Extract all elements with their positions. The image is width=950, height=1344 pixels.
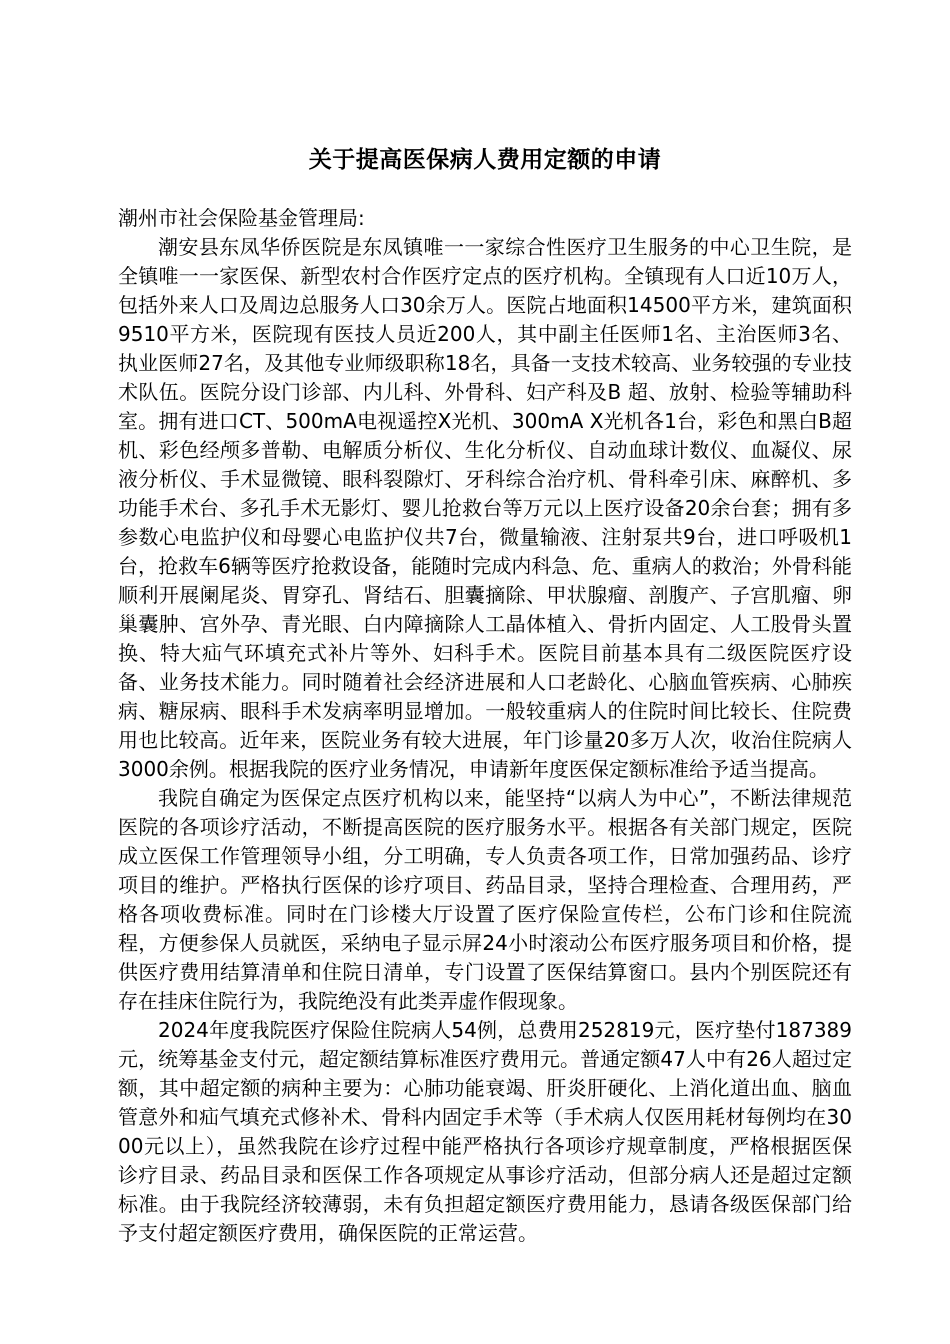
paragraph-3: 2024年度我院医疗保险住院病人54例，总费用252819元，医疗垫付187389元，统筹基金支付元，超定额结算标准医疗费用元。普通定额47人中有26人超过定额，其中超定额的病种主要为：心肺功能衰竭、肝炎肝硬化、上消化道出血、脑血管意外和疝气填充式修补术、骨科内固定手术等（手术病人仅医用耗材每例均在3000元以上），虽然我院在诊疗过程中能严格执行各项诊疗规章制度，严格根据医保诊疗目录、药品目录和医保工作各项规定从事诊疗活动，但部分病人还是超过定额标准。由于我院经济较薄弱，未有负担超定额医疗费用能力，恳请各级医保部门给予支付超定额医疗费用，确保医院的正常运营。 [118, 1018, 852, 1245]
document-page [118, 140, 852, 1248]
document-title: 关于提高医保病人费用定额的申请 [308, 147, 662, 173]
paragraph-2: 我院自确定为医保定点医疗机构以来，能坚持“以病人为中心”，不断法律规范医院的各项诊疗活动，不断提高医院的医疗服务水平。根据各有关部门规定，医院成立医保工作管理领导小组，分工明确，专人负责各项工作，日常加强药品、诊疗项目的维护。严格执行医保的诊疗项目、药品目录，坚持合理检查、合理用药，严格各项收费标准。同时在门诊楼大厅设置了医疗保险宣传栏，公布门诊和住院流程，方便参保人员就医，采纳电子显示屏24小时滚动公布医疗服务项目和价格，提供医疗费用结算清单和住院日清单，专门设置了医保结算窗口。县内个别医院还有存在挂床住院行为，我院绝没有此类弄虚作假现象。 [118, 786, 852, 1013]
paragraph-1: 潮安县东凤华侨医院是东凤镇唯一一家综合性医疗卫生服务的中心卫生院，是全镇唯一一家医保、新型农村合作医疗定点的医疗机构。全镇现有人口近10万人，包括外来人口及周边总服务人口30余万人。医院占地面积14500平方米，建筑面积9510平方米，医院现有医技人员近200人，其中副主任医师1名、主治医师3名、执业医师27名，及其他专业师级职称18名，具备一支技术较高、业务较强的专业技术队伍。医院分设门诊部、内儿科、外骨科、妇产科及B 超、放射、检验等辅助科室。拥有进口CT、500mA电视遥控X光机、300mA X光机各1台，彩色和黑白B超机、彩色经颅多普勒、电解质分析仪、生化分析仪、自动血球计数仪、血凝仪、尿液分析仪、手术显微镜、眼科裂隙灯、牙科综合治疗机、骨科牵引床、麻醉机、多功能手术台、多孔手术无影灯、婴儿抢救台等万元以上医疗设备20余台套；拥有多参数心电监护仪和母婴心电监护仪共7台，微量输液、注射泵共9台，进口呼吸机1台，抢救车6辆等医疗抢救设备，能随时完成内科急、危、重病人的救治；外骨科能顺利开展阑尾炎、胃穿孔、肾结石、胆囊摘除、甲状腺瘤、剖腹产、子宫肌瘤、卵巢囊肿、宫外孕、青光眼、白内障摘除人工晶体植入、骨折内固定、人工股骨头置换、特大疝气环填充式补片等外、妇科手术。医院目前基本具有二级医院医疗设备、业务技术能力。同时随着社会经济进展和人口老龄化、心脑血管疾病、心肺疾病、糖尿病、眼科手术发病率明显增加。一般较重病人的住院时间比较长、住院费用也比较高。近年来，医院业务有较大进展，年门诊量20多万人次，收治住院病人3000余例。根据我院的医疗业务情况，申请新年度医保定额标准给予适当提高。 [118, 235, 852, 781]
addressee: 潮州市社会保险基金管理局: [118, 206, 365, 230]
